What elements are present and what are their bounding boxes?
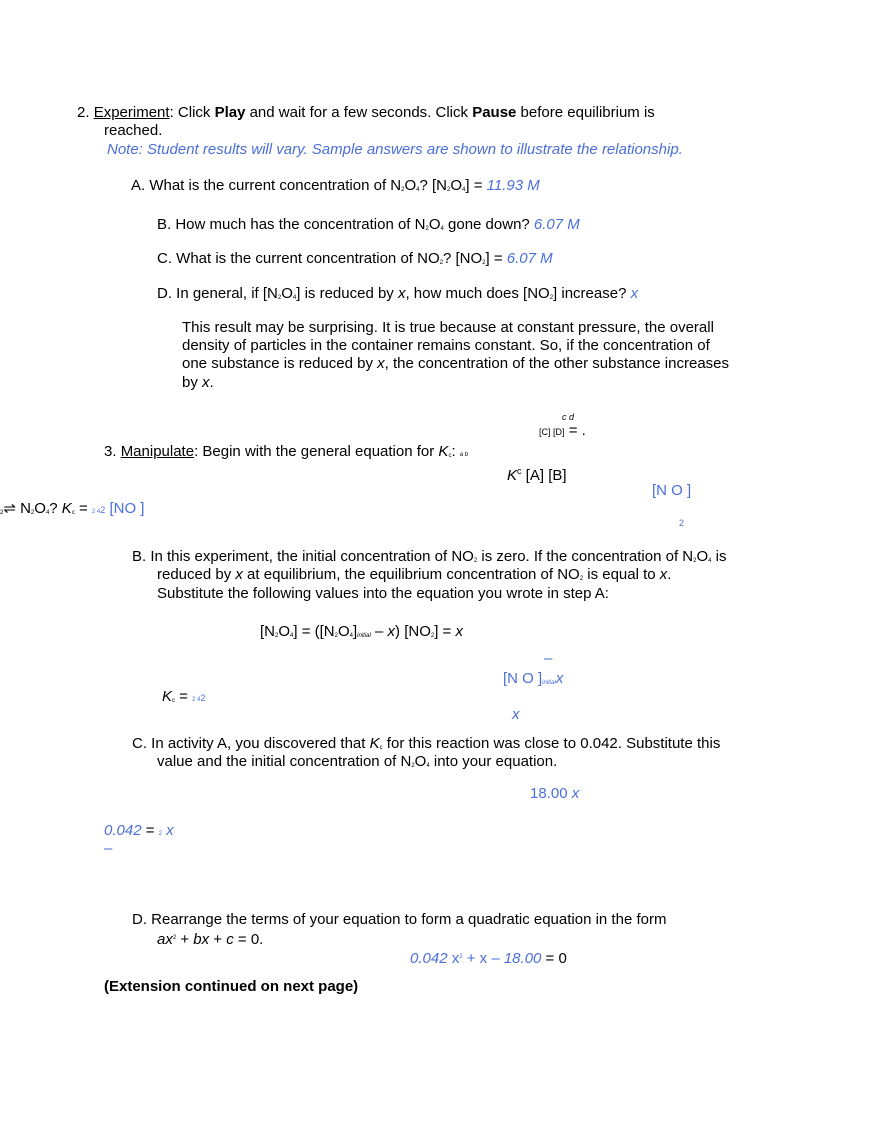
exponent-labels: a b (459, 452, 469, 458)
q3-b-numerator (503, 670, 563, 692)
experiment-label: Experiment (93, 104, 170, 121)
q2-a-text: ? [N (419, 177, 447, 194)
variable-x: x (571, 785, 580, 802)
subscript: 2 (473, 558, 478, 564)
q2-a-text: O (404, 177, 417, 194)
q3-a-text: O (34, 500, 46, 517)
subscript: c (448, 453, 452, 459)
q2-text: before equilibrium is (516, 104, 655, 121)
q2-a-answer: 11.93 M (486, 177, 540, 194)
substitution-equation (260, 623, 463, 645)
q3-b-text: . (667, 566, 672, 583)
superscript: 2 (459, 954, 463, 960)
subscript: 4 (440, 226, 444, 232)
q3-d-answer (410, 948, 567, 968)
explanation-line-3 (182, 355, 729, 373)
q2-b-answer: 6.07 M (533, 216, 580, 233)
q2-d-answer: x (630, 285, 639, 302)
q3-a-answer: [NO ] (105, 500, 145, 517)
q2-text: : Click (169, 104, 215, 121)
equation-text: O (337, 623, 350, 640)
q2-note: Note: Student results will vary. Sample answers are shown to illustrate the relationship. (107, 141, 683, 158)
subscript: 4 (416, 187, 420, 193)
explanation-text: by (182, 374, 203, 391)
q3-number: 3. (104, 443, 117, 460)
play-label: Play (214, 104, 246, 121)
explanation-line-4 (182, 374, 214, 392)
q3a-subscript: 2 (679, 518, 685, 528)
q3-text: : Begin with the general equation for (194, 443, 439, 460)
equation-text: O (278, 623, 291, 640)
subscript: 2 (275, 633, 279, 639)
q3-c-numerator-text: 18.00 (530, 785, 572, 802)
q2-a-text: ] = (465, 177, 487, 194)
quadratic-text: = 0. (233, 931, 264, 948)
q3-c-text: into your equation. (429, 753, 558, 770)
q3-b-numerator-text: [N O ] (503, 670, 543, 687)
q2-c-text: C. What is the current concentration of NO (157, 250, 440, 267)
quadratic-term: ax (157, 931, 173, 948)
q3-b-text: reduced by (157, 566, 236, 583)
q3-d-line-2 (157, 929, 263, 949)
superscript: 2 (172, 935, 177, 941)
pause-label: Pause (472, 104, 517, 121)
subscript: c (379, 745, 383, 751)
q2-d-text: , how much does [NO (405, 285, 550, 302)
q3-c-minus: – (104, 840, 113, 857)
manipulate-label: Manipulate (120, 443, 195, 460)
kc-symbol: K (507, 467, 518, 484)
q2-d-text: ] is reduced by (296, 285, 398, 302)
q2-a-text: A. What is the current concentration of N (131, 177, 402, 194)
subscript: 2 (401, 187, 405, 193)
kc-superscripts: c d (562, 412, 575, 422)
q3-b-line-3: Substitute the following values into the equation you wrote in step A: (157, 585, 609, 602)
q2-d-text: O (281, 285, 293, 302)
q3-d-line-1: D. Rearrange the terms of your equation to form a quadratic equation in the form (132, 911, 667, 928)
q2-c-text: ] = (485, 250, 507, 267)
subscript: 2 (411, 763, 415, 769)
kc-symbol: K (438, 443, 449, 460)
variable-x: x (202, 374, 210, 391)
q3-b-kc (162, 688, 205, 710)
variable-x: x (659, 566, 668, 583)
q3-b-denominator: x (512, 706, 520, 723)
q3-b-text: at equilibrium, the equilibrium concentration of NO (242, 566, 580, 583)
q3-header (104, 443, 468, 465)
q2-b-text: O (428, 216, 441, 233)
equation-text: ] = ([N (293, 623, 335, 640)
variable-x: x (555, 670, 564, 687)
q3-a-text: = (74, 500, 92, 517)
q3-b-text: O (696, 548, 709, 565)
q3-a-line (0, 500, 144, 522)
q2-b (157, 216, 580, 238)
q3-c-line-2 (157, 753, 557, 775)
q2-d-text: ] increase? (553, 285, 631, 302)
kc-equals: = . (568, 422, 586, 439)
explanation-text: one substance is reduced by (182, 355, 378, 372)
equation-text: ] = (434, 623, 456, 640)
kc-symbol: K (61, 500, 72, 517)
explanation-text: , the concentration of the other substance increases (384, 355, 730, 372)
superscript: c (517, 466, 522, 476)
kc-numerator (539, 424, 586, 439)
variable-x: x (397, 285, 406, 302)
subscript: 4 (708, 558, 712, 564)
answer-equals: = 0 (541, 950, 567, 967)
quadratic-term: bx (193, 931, 210, 948)
subscript: 4 (426, 763, 430, 769)
q2-a-text: O (450, 177, 463, 194)
q2-header (77, 104, 655, 122)
subscript: c (71, 510, 75, 516)
q3-c-numerator (530, 785, 579, 803)
subscript: 2 (549, 295, 554, 301)
q2-c-answer: 6.07 M (506, 250, 553, 267)
q2-c-text: ? [NO (442, 250, 483, 267)
quadratic-term: c (226, 931, 234, 948)
quadratic-text: + (176, 931, 194, 948)
equation-text: = (175, 688, 193, 705)
equation-text: [N (260, 623, 275, 640)
subscript: 4 (462, 187, 466, 193)
q3-b-text: is (711, 548, 727, 565)
subscript: 2 (30, 510, 35, 516)
q3-b-text: is zero. If the concentration of N (477, 548, 694, 565)
subscript: 2 (447, 187, 451, 193)
continued-note: (Extension continued on next page) (104, 978, 359, 995)
kc-symbol: K (369, 735, 380, 752)
answer-constant: 18.00 (503, 950, 542, 967)
kc-numerator-text: [C] [D] (539, 427, 565, 437)
q3-c-text: O (414, 753, 427, 770)
q3-b-minus: – (544, 650, 553, 667)
q3-b-text: B. In this experiment, the initial concentration of NO (132, 548, 474, 565)
equation-text: – (370, 623, 388, 640)
variable-x: x (162, 822, 174, 839)
q3-b-exponent: 2 (200, 693, 206, 703)
kc-symbol: K (162, 688, 173, 705)
equation-text: = (141, 822, 159, 839)
answer-term: + x – (462, 950, 504, 967)
q3-a-exponent: 2 (100, 505, 106, 515)
equilibrium-arrow: ⇌ N (3, 500, 31, 517)
q2-b-text: B. How much has the concentration of N (157, 216, 426, 233)
quadratic-text: + (209, 931, 227, 948)
q2-number: 2. (77, 104, 90, 121)
q2-d (157, 285, 638, 307)
equation-text: ] (352, 623, 358, 640)
q3-c-text: C. In activity A, you discovered that (132, 735, 370, 752)
subscript: 2 (579, 576, 584, 582)
q3-text: : (451, 443, 456, 460)
subscript: 2 (334, 633, 338, 639)
kc-denominator (507, 462, 567, 485)
subscript: 2 (482, 260, 486, 266)
kc-denominator-text: [A] [B] (521, 467, 567, 484)
q2-line2: reached. (104, 122, 163, 139)
explanation-line-1: This result may be surprising. It is true because at constant pressure, the overall (182, 319, 714, 336)
q3-c-text: value and the initial concentration of N (157, 753, 412, 770)
subscript: 2 (693, 558, 697, 564)
q2-a (131, 177, 540, 199)
q3-a-subscripts: 2 4 (91, 509, 101, 515)
equation-text: ) [NO (395, 623, 431, 640)
answer-term: x (447, 950, 460, 967)
q3-c-text: for this reaction was close to 0.042. Substitute this (382, 735, 721, 752)
subscript: 2 (425, 226, 429, 232)
subscript: 2 (277, 295, 282, 301)
variable-x: x (387, 623, 396, 640)
variable-x: x (235, 566, 243, 583)
q3-a-text: ? (49, 500, 62, 517)
q3-c-exponent: 2 (158, 831, 162, 837)
q2-text: and wait for a few seconds. Click (245, 104, 473, 121)
answer-coefficient: 0.042 (410, 950, 448, 967)
explanation-line-2: density of particles in the container remains constant. So, if the concentration of (182, 337, 710, 354)
variable-x: x (377, 355, 385, 372)
q3a-numerator: [N O ] (652, 482, 692, 499)
explanation-text: . (209, 374, 214, 391)
q2-c (157, 250, 553, 272)
subscript: 4 (349, 633, 353, 639)
subscript: c (172, 698, 176, 704)
q2-b-text: gone down? (443, 216, 534, 233)
q3-b-text: is equal to (583, 566, 660, 583)
subscript: 4 (290, 633, 294, 639)
q3-c-equation (104, 822, 174, 843)
subscript: 2 (430, 633, 435, 639)
subscript: 4 (45, 510, 50, 516)
subscript: 2 (439, 260, 443, 266)
subscript-initial: initial (357, 633, 371, 639)
q2-d-text: D. In general, if [N (157, 285, 278, 302)
q3-c-kc-value: 0.042 (104, 822, 142, 839)
subscript: 2 (0, 510, 4, 516)
variable-x: x (455, 623, 463, 640)
q3-b-subscripts: 2 4 (192, 697, 201, 703)
subscript: 4 (292, 295, 297, 301)
subscript-initial: initial (542, 680, 556, 686)
